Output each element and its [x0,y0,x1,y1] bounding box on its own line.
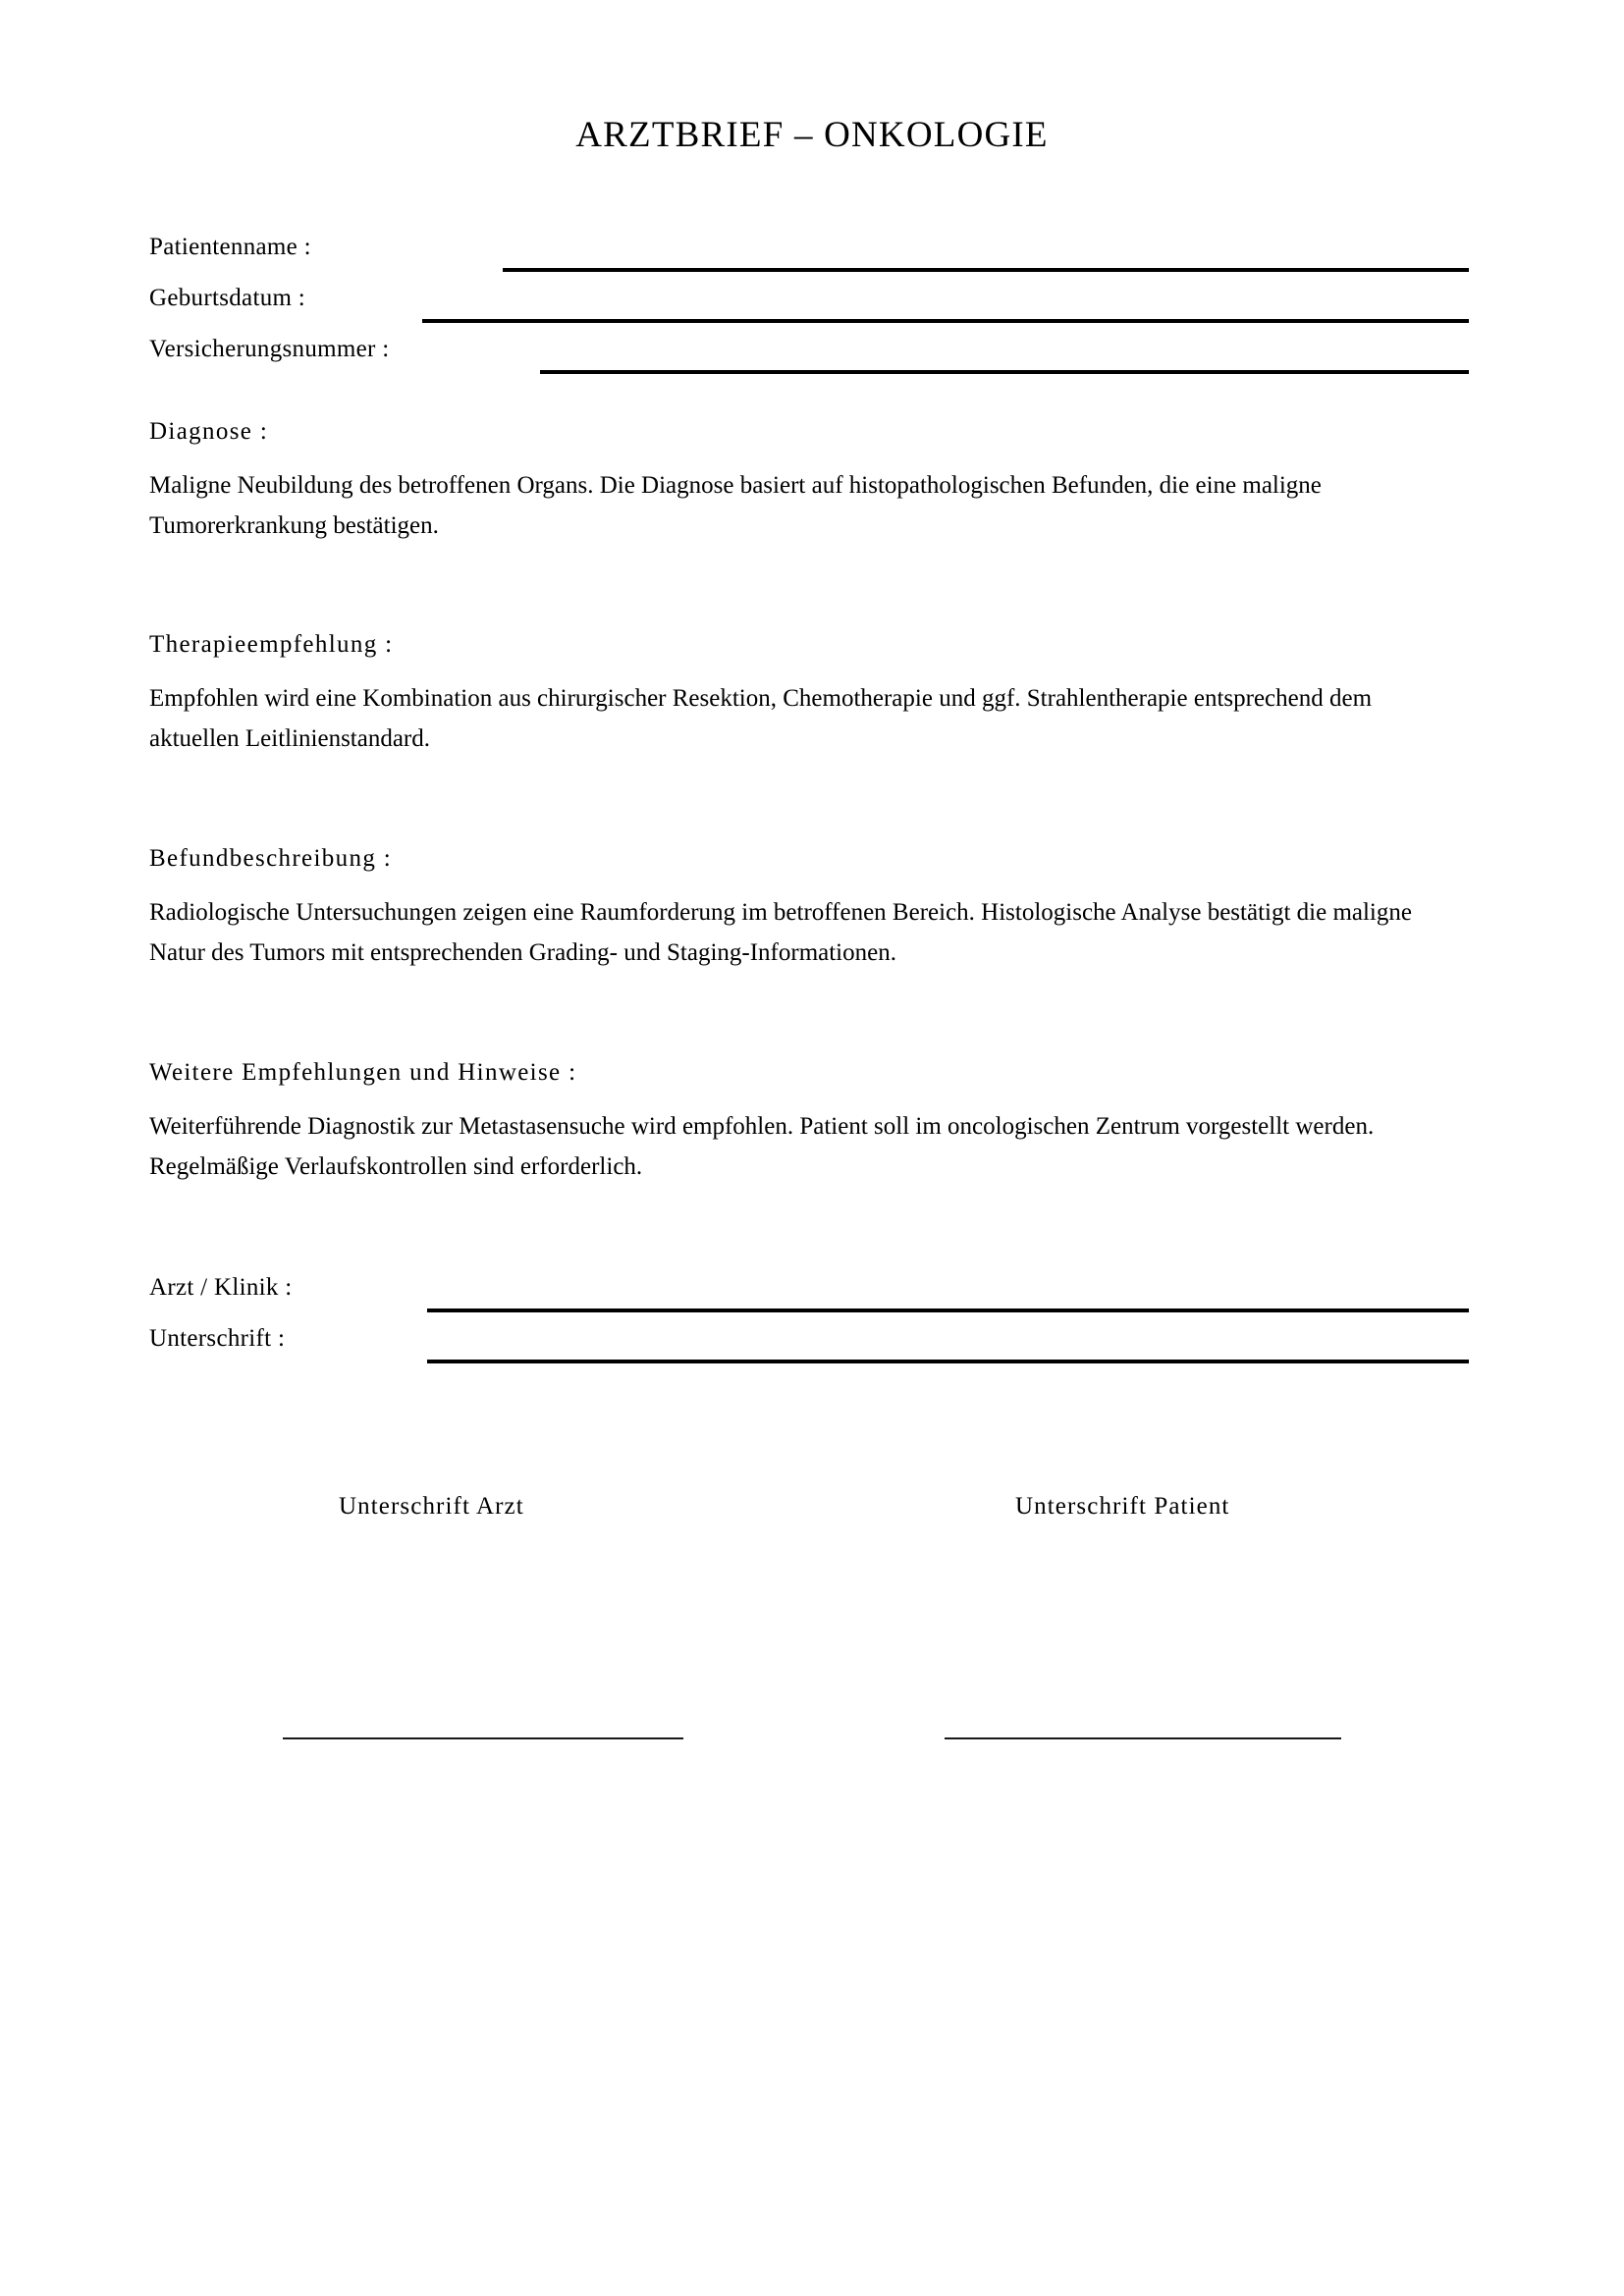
page-title: ARZTBRIEF – ONKOLOGIE [575,115,1049,155]
field-row-geburtsdatum [149,282,1469,323]
section-heading-befundbeschreibung: Befundbeschreibung : [149,845,393,872]
section-heading-weitere-empfehlungen: Weitere Empfehlungen und Hinweise : [149,1059,577,1086]
field-label-unterschrift: Unterschrift : [149,1325,286,1352]
field-label-arzt-klinik: Arzt / Klinik : [149,1274,293,1301]
field-input-unterschrift[interactable] [427,1360,1469,1363]
field-row-unterschrift [149,1322,1469,1363]
section-body-befundbeschreibung: Radiologische Untersuchungen zeigen eine Raumforderung im betroffenen Bereich. Histologische Analyse bestätigt die maligne Natur des Tumors mit entsprechenden Grading- und Staging-Informationen. [149,899,1412,966]
section-heading-therapieempfehlung: Therapieempfehlung : [149,631,394,658]
field-label-geburtsdatum: Geburtsdatum : [149,285,306,311]
section-diagnose [149,415,1459,546]
field-input-patientenname[interactable] [503,268,1469,272]
field-input-versicherungsnummer[interactable] [540,370,1469,374]
section-befundbeschreibung [149,842,1459,973]
section-body-weitere-empfehlungen: Weiterführende Diagnostik zur Metastasensuche wird empfohlen. Patient soll im oncologischen Zentrum vorgestellt werden. Regelmäßige Verlaufskontrollen sind erforderlich. [149,1113,1375,1180]
field-input-geburtsdatum[interactable] [422,319,1469,323]
section-weitere-empfehlungen [149,1056,1459,1187]
signature-caption-patient: Unterschrift Patient [1015,1493,1230,1520]
signature-line-patient[interactable] [945,1737,1341,1739]
field-label-versicherungsnummer: Versicherungsnummer : [149,336,390,362]
field-row-patientenname [149,231,1469,272]
section-heading-diagnose: Diagnose : [149,418,269,445]
field-label-patientenname: Patientenname : [149,234,311,260]
section-therapieempfehlung [149,628,1459,759]
section-body-diagnose: Maligne Neubildung des betroffenen Organs. Die Diagnose basiert auf histopathologischen Befunden, die eine maligne Tumorerkrankung bestätigen. [149,472,1322,539]
field-row-arzt-klinik [149,1271,1469,1312]
signature-line-arzt[interactable] [283,1737,683,1739]
field-row-versicherungsnummer [149,333,1469,374]
section-body-therapieempfehlung: Empfohlen wird eine Kombination aus chirurgischer Resektion, Chemotherapie und ggf. Strahlentherapie entsprechend dem aktuellen Leitlinienstandard. [149,685,1373,752]
signature-caption-arzt: Unterschrift Arzt [339,1493,524,1520]
field-input-arzt-klinik[interactable] [427,1308,1469,1312]
